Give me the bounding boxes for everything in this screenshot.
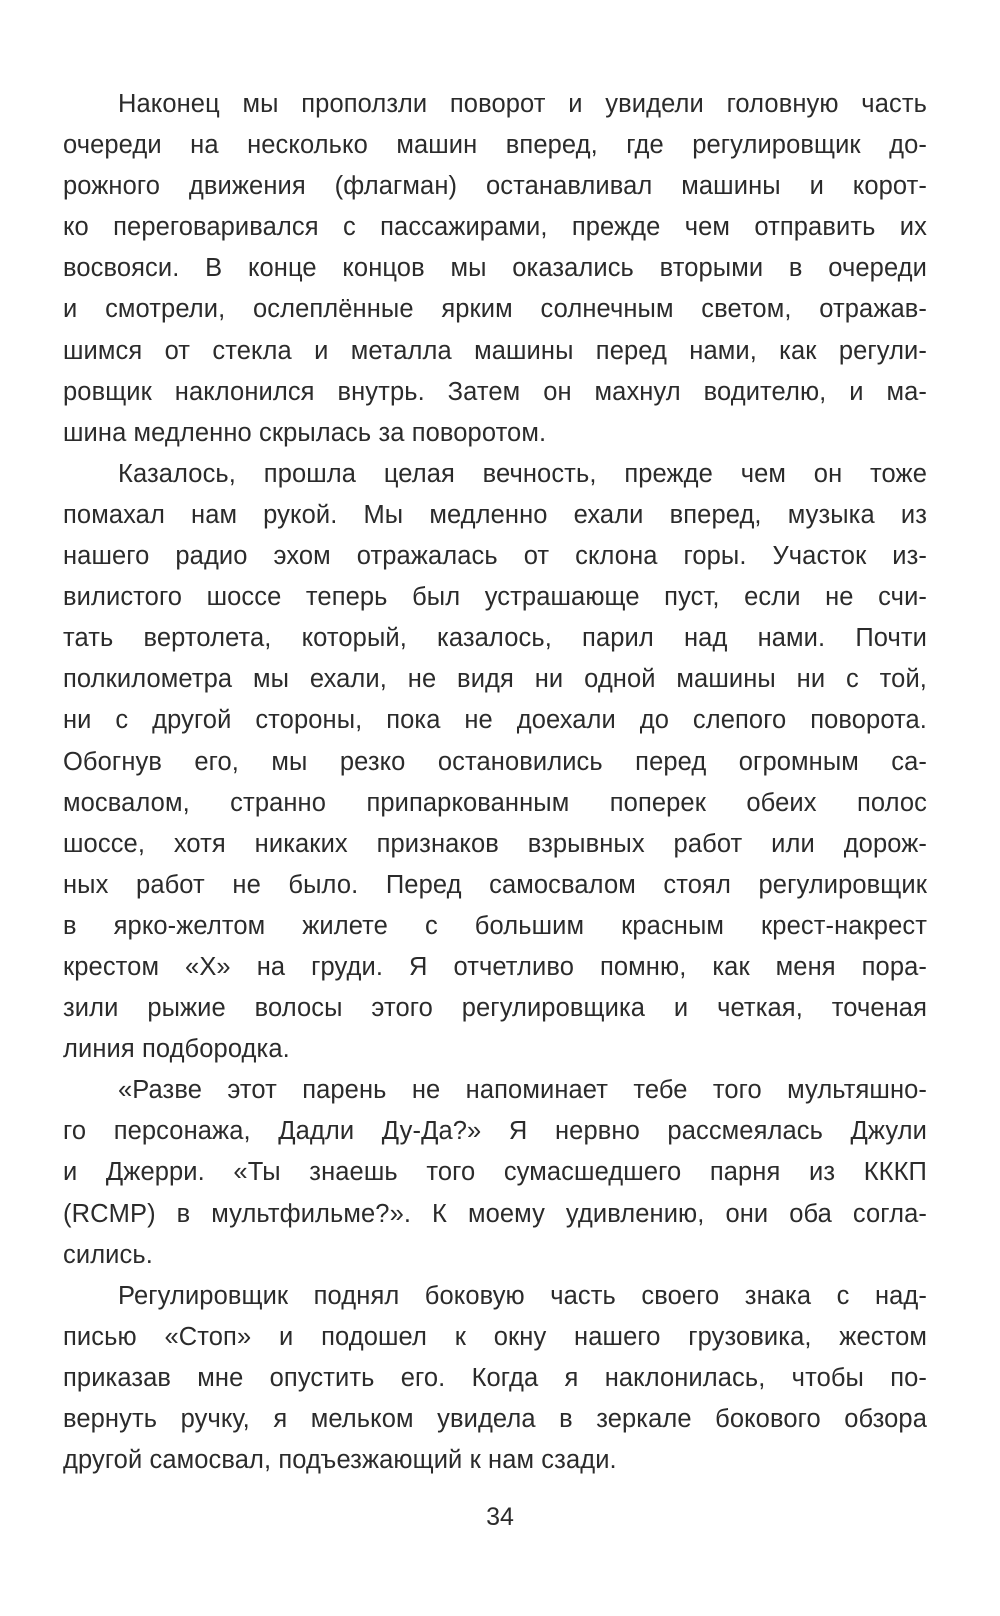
text-line: (RCMP) в мультфильме?». К моему удивлению, они оба согла- xyxy=(63,1199,927,1228)
text-line: и смотрели, ослеплённые ярким солнечным светом, отражав- xyxy=(63,295,927,324)
text-line: помахал нам рукой. Мы медленно ехали вперед, музыка из xyxy=(63,500,927,529)
text-line: нашего радио эхом отражалась от склона горы. Участок из- xyxy=(63,542,927,571)
text-line: рожного движения (флагман) останавливал машины и корот- xyxy=(63,172,927,201)
text-line: очереди на несколько машин вперед, где регулировщик до- xyxy=(63,131,927,160)
text-line: ровщик наклонился внутрь. Затем он махнул водителю, и ма- xyxy=(63,377,927,406)
text-line: го персонажа, Дадли Ду-Да?» Я нервно рассмеялась Джули xyxy=(63,1117,927,1146)
text-line: шоссе, хотя никаких признаков взрывных работ или дорож- xyxy=(63,829,927,858)
text-line: Наконец мы проползли поворот и увидели головную часть xyxy=(118,90,927,118)
text-line: приказав мне опустить его. Когда я наклонилась, чтобы по- xyxy=(63,1363,927,1392)
text-line: ных работ не было. Перед самосвалом стоял регулировщик xyxy=(63,870,927,899)
body-text xyxy=(63,84,927,1481)
text-line: крестом «Х» на груди. Я отчетливо помню, как меня пора- xyxy=(63,952,927,981)
text-line: писью «Стоп» и подошел к окну нашего грузовика, жестом xyxy=(63,1322,927,1351)
text-line: Регулировщик поднял боковую часть своего знака с над- xyxy=(118,1281,927,1310)
text-line: вилистого шоссе теперь был устрашающе пуст, если не счи- xyxy=(63,583,927,612)
text-line: тать вертолета, который, казалось, парил над нами. Почти xyxy=(63,624,927,653)
text-line: сились. xyxy=(63,1240,153,1269)
text-line: и Джерри. «Ты знаешь того сумасшедшего парня из КККП xyxy=(63,1158,927,1187)
text-line: «Разве этот парень не напоминает тебе того мультяшно- xyxy=(118,1076,927,1105)
text-line: другой самосвал, подъезжающий к нам сзади. xyxy=(63,1446,617,1475)
text-line: мосвалом, странно припаркованным поперек обеих полос xyxy=(63,788,927,817)
text-line: ни с другой стороны, пока не доехали до слепого поворота. xyxy=(63,706,927,735)
text-line: линия подбородка. xyxy=(63,1035,290,1064)
text-line: Обогнув его, мы резко остановились перед огромным са- xyxy=(63,747,927,776)
text-line: Казалось, прошла целая вечность, прежде чем он тоже xyxy=(118,459,927,488)
page-number: 34 xyxy=(486,1503,514,1531)
text-line: шина медленно скрылась за поворотом. xyxy=(63,418,547,447)
text-line: полкилометра мы ехали, не видя ни одной машины ни с той, xyxy=(63,665,927,694)
text-line: шимся от стекла и металла машины перед нами, как регули- xyxy=(63,336,927,365)
text-line: вернуть ручку, я мельком увидела в зеркале бокового обзора xyxy=(63,1405,927,1433)
text-line: восвояси. В конце концов мы оказались вторыми в очереди xyxy=(63,254,927,283)
text-line: ко переговаривался с пассажирами, прежде чем отправить их xyxy=(63,213,927,242)
text-line: в ярко-желтом жилете с большим красным крест-накрест xyxy=(63,911,927,940)
text-line: зили рыжие волосы этого регулировщика и четкая, точеная xyxy=(63,994,927,1023)
